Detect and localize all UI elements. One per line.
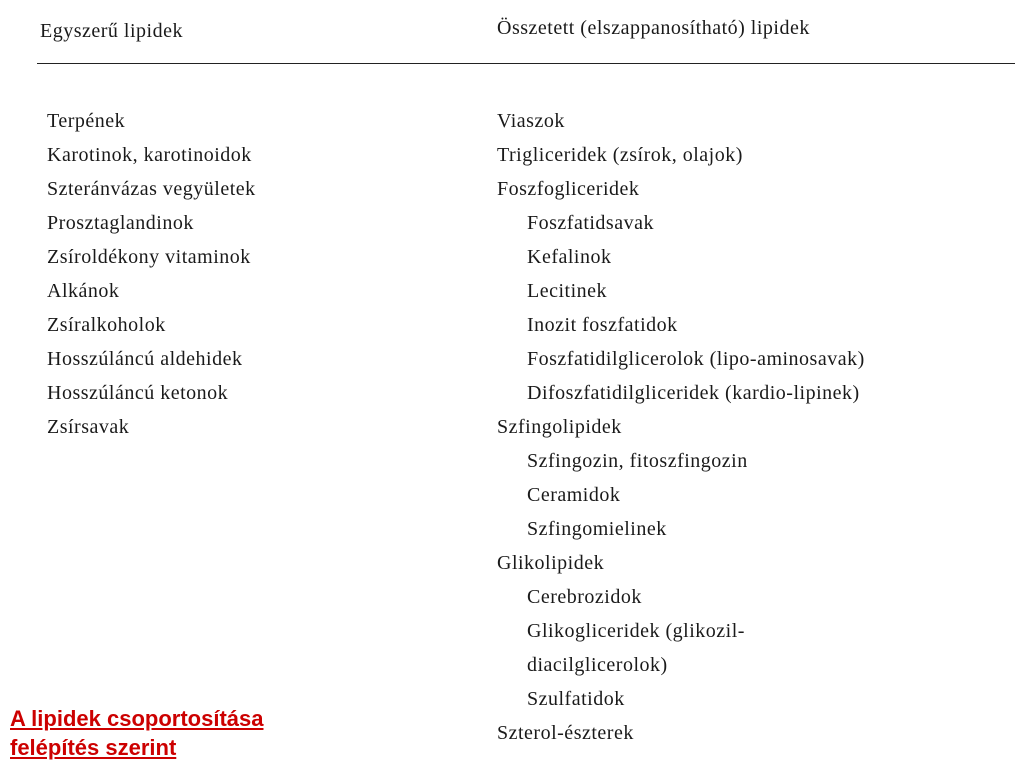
header-simple-lipids: Egyszerű lipidek	[40, 20, 183, 42]
list-item: Trigliceridek (zsírok, olajok)	[497, 144, 743, 166]
list-subitem: Ceramidok	[527, 484, 621, 506]
simple-lipids-list	[47, 104, 256, 444]
list-item: Hosszúláncú aldehidek	[47, 348, 243, 370]
list-subitem: Szfingomielinek	[527, 518, 667, 540]
list-subitem: Foszfatidsavak	[527, 212, 654, 234]
list-item: Glikolipidek	[497, 552, 605, 574]
list-item: Foszfogliceridek	[497, 178, 640, 200]
list-subitem: Difoszfatidilgliceridek (kardio-lipinek)	[527, 382, 860, 404]
list-item: Terpének	[47, 110, 126, 132]
list-subitem: Lecitinek	[527, 280, 608, 302]
list-subitem: Foszfatidilglicerolok (lipo-aminosavak)	[527, 348, 865, 370]
table-header	[0, 0, 1024, 70]
list-subitem: Inozit foszfatidok	[527, 314, 678, 336]
list-subitem: Szulfatidok	[527, 688, 625, 710]
list-item: Zsírsavak	[47, 416, 130, 438]
complex-lipids-list	[497, 104, 865, 750]
list-item: Viaszok	[497, 110, 565, 132]
caption-line-1: A lipidek csoportosítása	[10, 706, 264, 731]
list-item: Karotinok, karotinoidok	[47, 144, 252, 166]
list-subitem: Kefalinok	[527, 246, 612, 268]
list-item: Szfingolipidek	[497, 416, 622, 438]
list-item: Hosszúláncú ketonok	[47, 382, 229, 404]
list-item: Zsíroldékony vitaminok	[47, 246, 251, 268]
caption-line-2: felépítés szerint	[10, 735, 177, 760]
list-item: Szterol-észterek	[497, 722, 634, 744]
header-complex-lipids: Összetett (elszappanosítható) lipidek	[497, 17, 810, 39]
list-item: Alkánok	[47, 280, 120, 302]
list-subitem: Szfingozin, fitoszfingozin	[527, 450, 748, 472]
slide-caption	[10, 704, 263, 762]
list-item: Prosztaglandinok	[47, 212, 194, 234]
list-subitem: Cerebrozidok	[527, 586, 642, 608]
list-subitem: Glikogliceridek (glikozil-	[527, 620, 745, 642]
header-divider	[37, 63, 1015, 64]
list-subitem: diacilglicerolok)	[527, 654, 668, 676]
list-item: Szteránvázas vegyületek	[47, 178, 256, 200]
list-item: Zsíralkoholok	[47, 314, 166, 336]
